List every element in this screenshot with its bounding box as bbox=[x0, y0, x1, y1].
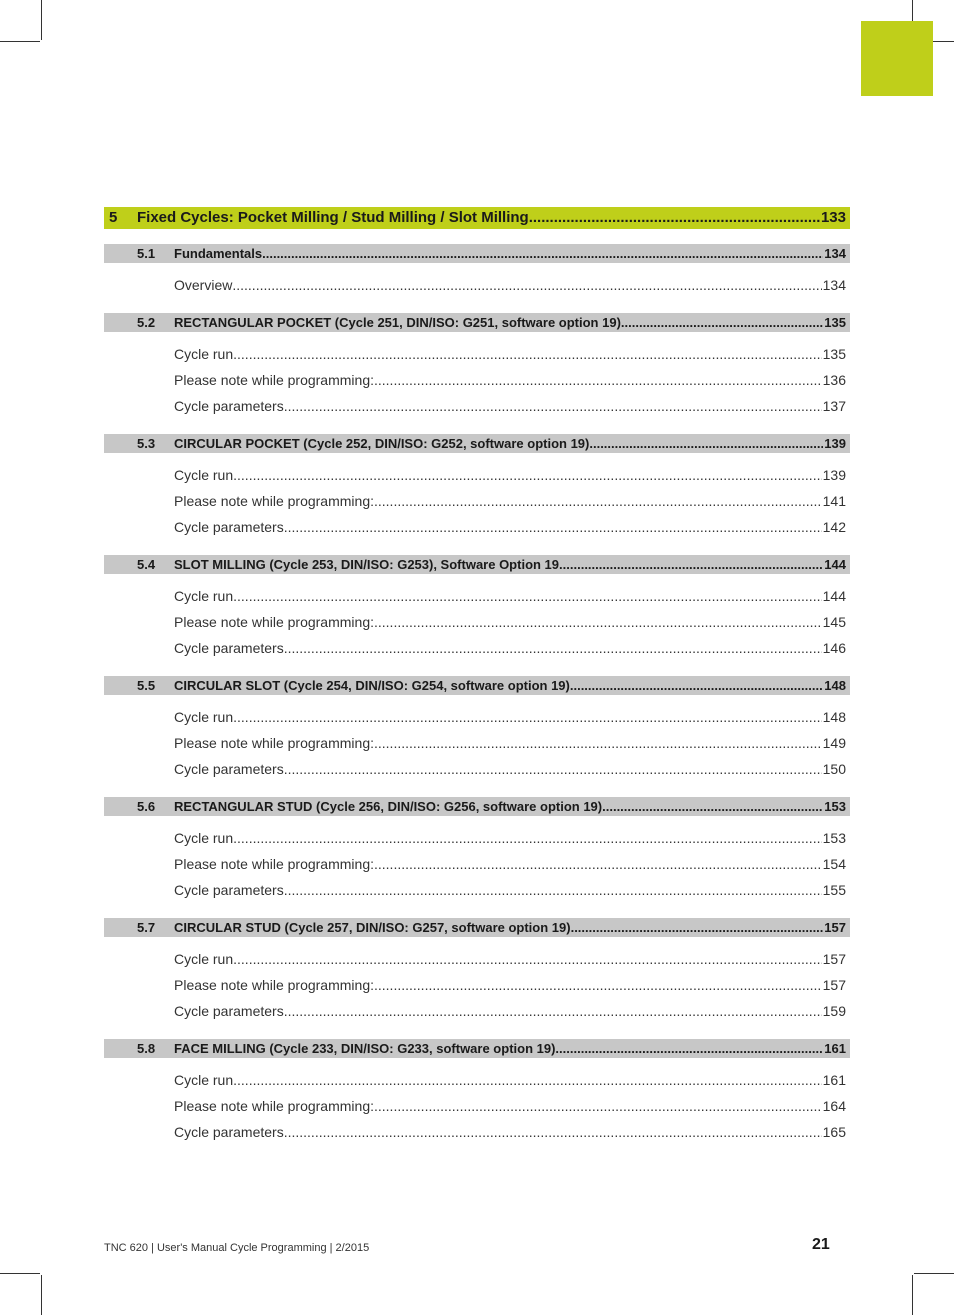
toc-section-heading[interactable] bbox=[104, 797, 850, 816]
section-title: FACE MILLING (Cycle 233, DIN/ISO: G233, software option 19) bbox=[174, 1041, 556, 1056]
entry-page: 134 bbox=[822, 277, 846, 293]
entry-page: 137 bbox=[822, 398, 846, 414]
toc-entry[interactable] bbox=[104, 583, 850, 609]
entry-title: Please note while programming: bbox=[174, 735, 374, 751]
toc-entry[interactable] bbox=[104, 825, 850, 851]
entry-title: Please note while programming: bbox=[174, 856, 374, 872]
leader-dots bbox=[374, 972, 822, 998]
toc-entry[interactable] bbox=[104, 1093, 850, 1119]
toc-section-heading[interactable] bbox=[104, 434, 850, 453]
leader-dots bbox=[284, 998, 822, 1024]
entry-page: 141 bbox=[822, 493, 846, 509]
toc-section-heading[interactable] bbox=[104, 676, 850, 695]
entry-title: Please note while programming: bbox=[174, 493, 374, 509]
toc-entry-group bbox=[104, 272, 850, 298]
toc-entry[interactable] bbox=[104, 1067, 850, 1093]
section-number: 5.8 bbox=[137, 1041, 156, 1056]
entry-title: Please note while programming: bbox=[174, 614, 374, 630]
entry-page: 144 bbox=[822, 588, 846, 604]
leader-dots bbox=[374, 730, 822, 756]
chapter-title: Fixed Cycles: Pocket Milling / Stud Milling / Slot Milling bbox=[137, 209, 529, 226]
section-number: 5.6 bbox=[137, 799, 156, 814]
section-title: CIRCULAR SLOT (Cycle 254, DIN/ISO: G254, software option 19) bbox=[174, 678, 570, 693]
entry-title: Cycle run bbox=[174, 1072, 234, 1088]
crop-mark bbox=[0, 41, 40, 42]
toc-entry[interactable] bbox=[104, 972, 850, 998]
toc-entry[interactable] bbox=[104, 756, 850, 782]
leader-dots bbox=[621, 313, 823, 332]
toc-entry-group bbox=[104, 462, 850, 540]
leader-dots bbox=[555, 1039, 823, 1058]
entry-title: Cycle run bbox=[174, 588, 234, 604]
entry-title: Please note while programming: bbox=[174, 977, 374, 993]
toc-entry-group bbox=[104, 946, 850, 1024]
crop-mark bbox=[0, 1273, 40, 1274]
crop-mark bbox=[41, 1275, 42, 1315]
crop-mark bbox=[41, 0, 42, 40]
section-title: Fundamentals bbox=[174, 246, 263, 261]
entry-title: Cycle parameters bbox=[174, 761, 284, 777]
leader-dots bbox=[374, 488, 822, 514]
toc-section-heading[interactable] bbox=[104, 1039, 850, 1058]
leader-dots bbox=[284, 635, 822, 661]
entry-title: Cycle run bbox=[174, 346, 234, 362]
footer-page-number: 21 bbox=[812, 1236, 830, 1253]
entry-page: 159 bbox=[822, 1003, 846, 1019]
toc-entry-group bbox=[104, 825, 850, 903]
entry-title: Please note while programming: bbox=[174, 372, 374, 388]
toc-entry[interactable] bbox=[104, 635, 850, 661]
entry-page: 155 bbox=[822, 882, 846, 898]
toc-entry[interactable] bbox=[104, 730, 850, 756]
entry-title: Cycle run bbox=[174, 951, 234, 967]
section-title: RECTANGULAR STUD (Cycle 256, DIN/ISO: G256, software option 19) bbox=[174, 799, 603, 814]
toc-entry-group bbox=[104, 1067, 850, 1145]
entry-page: 139 bbox=[822, 467, 846, 483]
entry-page: 164 bbox=[822, 1098, 846, 1114]
toc-entry[interactable] bbox=[104, 462, 850, 488]
entry-page: 161 bbox=[822, 1072, 846, 1088]
leader-dots bbox=[374, 609, 822, 635]
entry-page: 157 bbox=[822, 977, 846, 993]
toc-entry-group bbox=[104, 583, 850, 661]
entry-title: Cycle run bbox=[174, 709, 234, 725]
section-title: CIRCULAR STUD (Cycle 257, DIN/ISO: G257, software option 19) bbox=[174, 920, 571, 935]
section-number: 5.2 bbox=[137, 315, 156, 330]
section-number: 5.4 bbox=[137, 557, 156, 572]
entry-page: 154 bbox=[822, 856, 846, 872]
toc-entry[interactable] bbox=[104, 851, 850, 877]
section-page: 161 bbox=[824, 1041, 846, 1056]
entry-title: Cycle parameters bbox=[174, 640, 284, 656]
toc-entry[interactable] bbox=[104, 609, 850, 635]
entry-page: 149 bbox=[822, 735, 846, 751]
entry-page: 142 bbox=[822, 519, 846, 535]
entry-page: 150 bbox=[822, 761, 846, 777]
section-page: 134 bbox=[824, 246, 846, 261]
chapter-page: 133 bbox=[820, 209, 846, 226]
leader-dots bbox=[284, 756, 822, 782]
leader-dots bbox=[284, 1119, 822, 1145]
toc-entry[interactable] bbox=[104, 704, 850, 730]
section-number: 5.5 bbox=[137, 678, 156, 693]
chapter-number: 5 bbox=[109, 209, 118, 226]
toc-entry[interactable] bbox=[104, 877, 850, 903]
section-page: 144 bbox=[824, 557, 846, 572]
toc-entry-group bbox=[104, 704, 850, 782]
toc-entry[interactable] bbox=[104, 341, 850, 367]
leader-dots bbox=[374, 1093, 822, 1119]
entry-page: 146 bbox=[822, 640, 846, 656]
section-number: 5.7 bbox=[137, 920, 156, 935]
section-page: 157 bbox=[824, 920, 846, 935]
leader-dots bbox=[233, 462, 822, 488]
leader-dots bbox=[589, 434, 823, 453]
entry-page: 135 bbox=[822, 346, 846, 362]
toc-entry-group bbox=[104, 341, 850, 419]
section-number: 5.1 bbox=[137, 246, 156, 261]
toc-chapter-heading[interactable] bbox=[104, 207, 850, 229]
leader-dots bbox=[529, 207, 820, 229]
toc-section-heading[interactable] bbox=[104, 555, 850, 574]
section-page: 148 bbox=[824, 678, 846, 693]
leader-dots bbox=[284, 514, 822, 540]
toc-section-heading[interactable] bbox=[104, 313, 850, 332]
crop-mark bbox=[914, 1273, 954, 1274]
section-page: 135 bbox=[824, 315, 846, 330]
toc-entry[interactable] bbox=[104, 998, 850, 1024]
toc-entry[interactable] bbox=[104, 272, 850, 298]
section-title: RECTANGULAR POCKET (Cycle 251, DIN/ISO: G251, software option 19) bbox=[174, 315, 621, 330]
entry-title: Cycle run bbox=[174, 467, 234, 483]
leader-dots bbox=[262, 244, 823, 263]
leader-dots bbox=[571, 918, 824, 937]
entry-title: Cycle run bbox=[174, 830, 234, 846]
entry-page: 145 bbox=[822, 614, 846, 630]
crop-mark bbox=[912, 1275, 913, 1315]
toc-entry[interactable] bbox=[104, 367, 850, 393]
entry-page: 148 bbox=[822, 709, 846, 725]
leader-dots bbox=[284, 393, 822, 419]
leader-dots bbox=[233, 1067, 822, 1093]
leader-dots bbox=[233, 583, 822, 609]
leader-dots bbox=[374, 851, 822, 877]
leader-dots bbox=[233, 341, 822, 367]
entry-title: Cycle parameters bbox=[174, 1003, 284, 1019]
leader-dots bbox=[284, 877, 822, 903]
toc-entry[interactable] bbox=[104, 1119, 850, 1145]
toc-section-heading[interactable] bbox=[104, 244, 850, 263]
toc-entry[interactable] bbox=[104, 488, 850, 514]
leader-dots bbox=[602, 797, 823, 816]
section-number: 5.3 bbox=[137, 436, 156, 451]
section-page: 153 bbox=[824, 799, 846, 814]
section-title: SLOT MILLING (Cycle 253, DIN/ISO: G253), Software Option 19 bbox=[174, 557, 560, 572]
leader-dots bbox=[374, 367, 822, 393]
section-title: CIRCULAR POCKET (Cycle 252, DIN/ISO: G252, software option 19) bbox=[174, 436, 590, 451]
entry-page: 165 bbox=[822, 1124, 846, 1140]
leader-dots bbox=[233, 704, 822, 730]
section-page: 139 bbox=[824, 436, 846, 451]
leader-dots bbox=[233, 825, 822, 851]
chapter-tab-marker bbox=[861, 21, 933, 96]
toc-section-heading[interactable] bbox=[104, 918, 850, 937]
entry-page: 157 bbox=[822, 951, 846, 967]
toc-entry[interactable] bbox=[104, 514, 850, 540]
toc-entry[interactable] bbox=[104, 946, 850, 972]
entry-title: Cycle parameters bbox=[174, 519, 284, 535]
leader-dots bbox=[232, 272, 821, 298]
entry-page: 153 bbox=[822, 830, 846, 846]
entry-title: Please note while programming: bbox=[174, 1098, 374, 1114]
entry-title: Cycle parameters bbox=[174, 1124, 284, 1140]
entry-title: Overview bbox=[174, 277, 233, 293]
leader-dots bbox=[570, 676, 823, 695]
table-of-contents bbox=[104, 207, 850, 1145]
toc-entry[interactable] bbox=[104, 393, 850, 419]
footer-text: TNC 620 | User's Manual Cycle Programming | 2/2015 bbox=[104, 1242, 370, 1254]
entry-title: Cycle parameters bbox=[174, 882, 284, 898]
entry-title: Cycle parameters bbox=[174, 398, 284, 414]
leader-dots bbox=[233, 946, 822, 972]
leader-dots bbox=[559, 555, 823, 574]
entry-page: 136 bbox=[822, 372, 846, 388]
